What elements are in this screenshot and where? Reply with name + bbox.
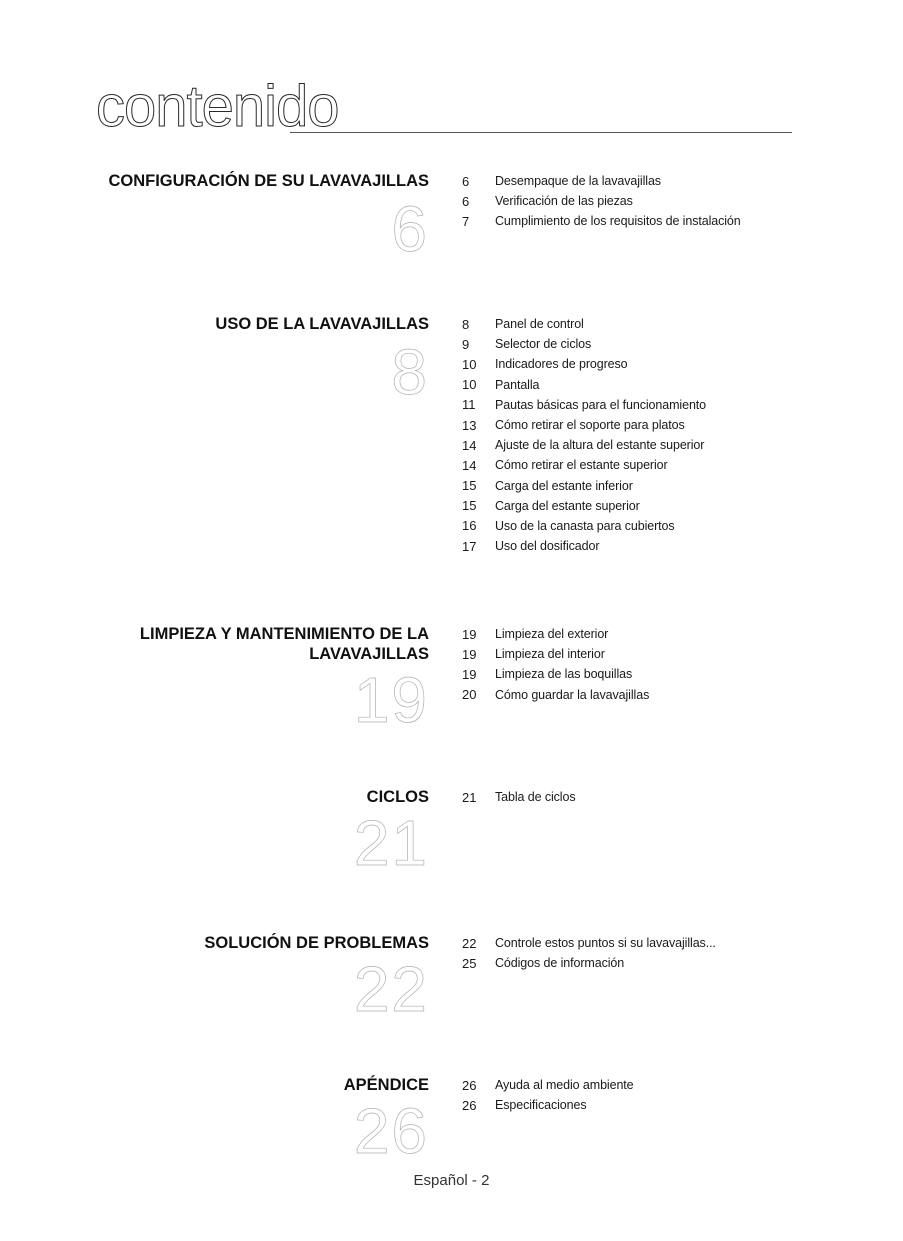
toc-entry-label: Panel de control <box>495 317 584 332</box>
toc-entry-page: 10 <box>462 377 477 393</box>
toc-entry-page: 7 <box>462 213 470 229</box>
toc-entry[interactable] <box>462 375 706 395</box>
section-heading-line: LAVAVAJILLAS <box>309 645 429 663</box>
toc-entry-label: Tabla de ciclos <box>495 790 576 805</box>
toc-entry-list <box>462 933 716 973</box>
toc-entry-label: Cumplimiento de los requisitos de instalación <box>495 214 741 229</box>
toc-entry-page: 20 <box>462 687 477 703</box>
toc-entry-list <box>462 171 741 232</box>
toc-entry-label: Limpieza del interior <box>495 647 605 662</box>
toc-entry-page: 26 <box>462 1097 477 1113</box>
toc-entry[interactable] <box>462 211 741 231</box>
toc-entry[interactable] <box>462 314 706 334</box>
toc-entry-page: 14 <box>462 437 477 453</box>
toc-entry-label: Cómo retirar el soporte para platos <box>495 418 685 433</box>
toc-entry-page: 8 <box>462 316 470 332</box>
toc-entry[interactable] <box>462 624 649 644</box>
toc-entry[interactable] <box>462 787 576 807</box>
title-underline <box>290 132 792 133</box>
section-page-number: 6 <box>391 193 429 265</box>
toc-entry-page: 16 <box>462 518 477 534</box>
toc-entry-label: Ayuda al medio ambiente <box>495 1078 634 1093</box>
toc-entry-label: Pautas básicas para el funcionamiento <box>495 397 707 412</box>
toc-entry[interactable] <box>462 191 741 211</box>
section-heading: CONFIGURACIÓN DE SU LAVAVAJILLAS <box>108 172 429 190</box>
section-heading: SOLUCIÓN DE PROBLEMAS <box>204 934 429 952</box>
section-heading: USO DE LA LAVAVAJILLAS <box>215 315 429 333</box>
toc-entry-label: Cómo retirar el estante superior <box>495 458 668 473</box>
toc-entry-page: 10 <box>462 356 477 372</box>
toc-entry-page: 13 <box>462 417 477 433</box>
toc-entry[interactable] <box>462 516 706 536</box>
toc-entry-page: 19 <box>462 626 477 642</box>
toc-entry[interactable] <box>462 171 741 191</box>
toc-entry[interactable] <box>462 415 706 435</box>
toc-entry[interactable] <box>462 685 649 705</box>
toc-entry-label: Códigos de información <box>495 956 625 971</box>
section-page-number: 22 <box>353 953 429 1025</box>
toc-entry-label: Especificaciones <box>495 1098 587 1113</box>
section-heading: CICLOS <box>366 788 429 806</box>
page-footer: Español - 2 <box>413 1172 490 1189</box>
toc-entry-page: 9 <box>462 336 470 352</box>
toc-entry[interactable] <box>462 1075 634 1095</box>
section-page-number: 8 <box>391 336 429 408</box>
toc-entry[interactable] <box>462 1095 634 1115</box>
toc-entry[interactable] <box>462 395 706 415</box>
section-page-number: 19 <box>353 664 429 736</box>
toc-entry-list <box>462 314 706 556</box>
toc-entry-label: Uso del dosificador <box>495 539 600 554</box>
toc-entry[interactable] <box>462 933 716 953</box>
toc-entry-label: Carga del estante inferior <box>495 478 633 493</box>
toc-entry[interactable] <box>462 354 706 374</box>
section-page-number: 21 <box>353 807 429 879</box>
toc-entry-label: Pantalla <box>495 377 540 392</box>
toc-entry[interactable] <box>462 476 706 496</box>
section-heading: APÉNDICE <box>343 1076 429 1094</box>
toc-entry-label: Desempaque de la lavavajillas <box>495 174 661 189</box>
toc-entry-label: Indicadores de progreso <box>495 357 628 372</box>
toc-entry-page: 15 <box>462 498 477 514</box>
toc-entry-page: 25 <box>462 955 477 971</box>
toc-entry-list <box>462 624 649 705</box>
toc-entry-label: Cómo guardar la lavavajillas <box>495 687 650 702</box>
toc-entry[interactable] <box>462 334 706 354</box>
toc-entry[interactable] <box>462 496 706 516</box>
toc-entry-page: 17 <box>462 538 477 554</box>
toc-entry-page: 21 <box>462 789 477 805</box>
toc-entry[interactable] <box>462 435 706 455</box>
toc-entry-page: 15 <box>462 478 477 494</box>
toc-entry[interactable] <box>462 455 706 475</box>
toc-entry-label: Limpieza del exterior <box>495 627 609 642</box>
toc-entry-page: 22 <box>462 935 477 951</box>
toc-entry-page: 26 <box>462 1077 477 1093</box>
toc-entry-list <box>462 1075 634 1115</box>
section-heading <box>29 624 429 664</box>
toc-entry-label: Verificación de las piezas <box>495 194 633 209</box>
toc-entry[interactable] <box>462 536 706 556</box>
toc-entry-label: Controle estos puntos si su lavavajillas... <box>495 936 716 951</box>
section-heading-line: LIMPIEZA Y MANTENIMIENTO DE LA <box>139 625 429 643</box>
toc-entry-page: 19 <box>462 646 477 662</box>
toc-entry-page: 14 <box>462 457 477 473</box>
toc-entry-page: 11 <box>462 397 476 413</box>
toc-entry-page: 19 <box>462 666 477 682</box>
toc-entry[interactable] <box>462 953 716 973</box>
toc-entry-list <box>462 787 576 807</box>
toc-entry[interactable] <box>462 644 649 664</box>
toc-entry-label: Ajuste de la altura del estante superior <box>495 438 705 453</box>
toc-entry-label: Uso de la canasta para cubiertos <box>495 518 675 533</box>
toc-entry-page: 6 <box>462 173 470 189</box>
page-title: contenido <box>96 74 339 139</box>
toc-entry-page: 6 <box>462 193 470 209</box>
toc-entry-label: Selector de ciclos <box>495 337 592 352</box>
toc-entry-label: Carga del estante superior <box>495 498 640 513</box>
toc-entry[interactable] <box>462 664 649 684</box>
section-page-number: 26 <box>353 1095 429 1167</box>
toc-entry-label: Limpieza de las boquillas <box>495 667 633 682</box>
